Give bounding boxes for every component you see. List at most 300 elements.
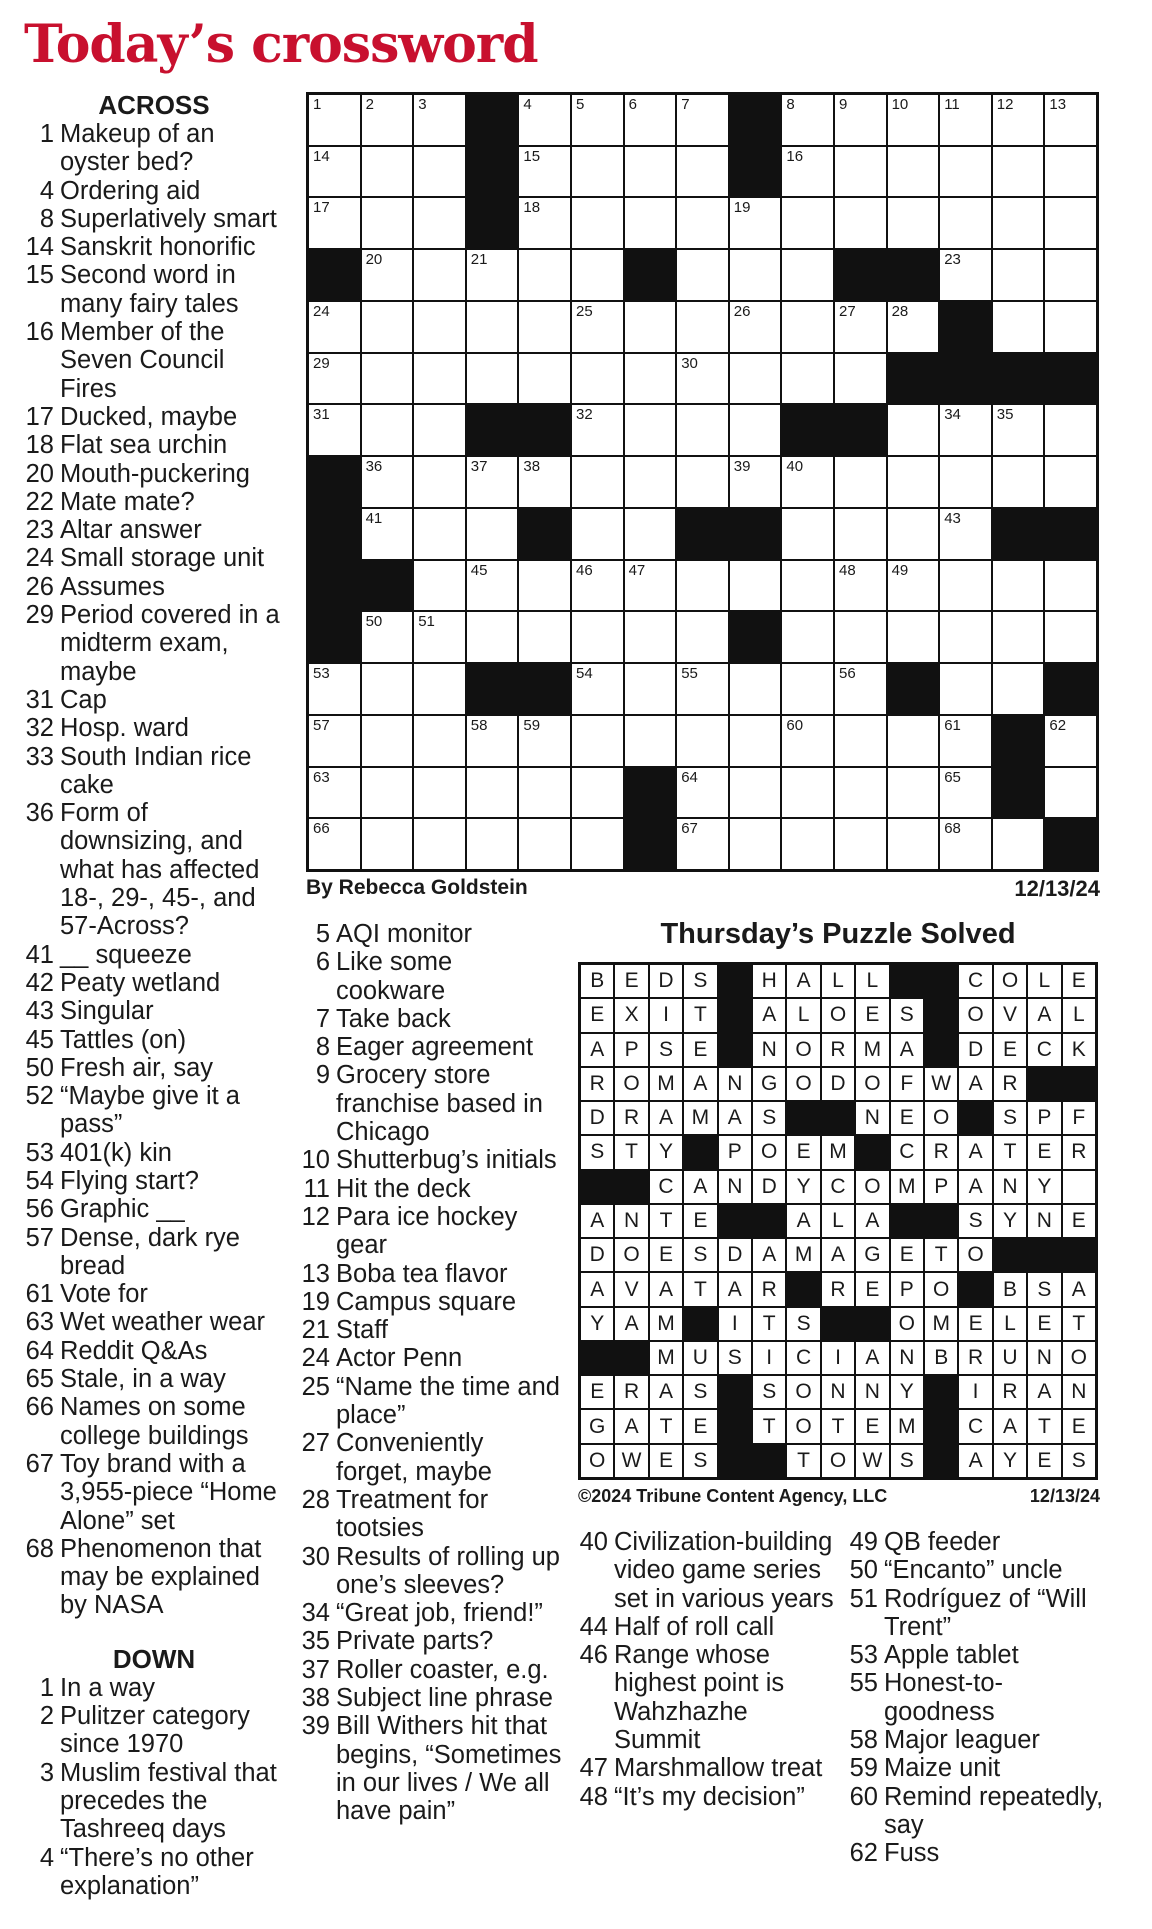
solved-cell: C	[959, 1410, 991, 1442]
clue-text: “Maybe give it a pass”	[60, 1082, 240, 1139]
grid-cell[interactable]	[519, 354, 570, 404]
grid-cell[interactable]	[572, 302, 623, 352]
grid-cell[interactable]	[362, 768, 413, 818]
clue-number: 23	[25, 516, 54, 545]
grid-cell[interactable]	[572, 95, 623, 145]
grid-cell[interactable]	[835, 768, 886, 818]
grid-cell[interactable]	[677, 612, 728, 662]
cell-number: 66	[313, 820, 330, 838]
grid-cell[interactable]	[677, 198, 728, 248]
grid-cell[interactable]	[730, 198, 781, 248]
grid-cell[interactable]	[940, 457, 991, 507]
clue	[578, 1783, 840, 1811]
grid-cell[interactable]	[888, 95, 939, 145]
cell-number: 1	[313, 96, 322, 113]
clue-number: 63	[25, 1308, 54, 1337]
down-clue-list-4	[848, 1528, 1110, 1868]
grid-cell[interactable]	[888, 561, 939, 611]
grid-cell[interactable]	[993, 819, 1044, 869]
solved-cell: Y	[994, 1205, 1026, 1237]
grid-cell[interactable]	[993, 457, 1044, 507]
grid-cell[interactable]	[1045, 612, 1096, 662]
grid-cell[interactable]	[572, 664, 623, 714]
grid-cell[interactable]	[519, 768, 570, 818]
grid-cell[interactable]	[362, 95, 413, 145]
grid-cell[interactable]	[519, 612, 570, 662]
grid-cell[interactable]	[1045, 768, 1096, 818]
grid-cell[interactable]	[782, 509, 833, 559]
grid-cell[interactable]	[572, 612, 623, 662]
clue-number: 1	[39, 1673, 54, 1702]
grid-cell[interactable]	[782, 561, 833, 611]
grid-cell[interactable]	[572, 147, 623, 197]
clue-text: Makeup of an oyster bed?	[60, 120, 215, 177]
grid-cell[interactable]	[1045, 457, 1096, 507]
clue	[24, 1393, 284, 1450]
grid-cell[interactable]	[782, 354, 833, 404]
grid-cell[interactable]	[782, 716, 833, 766]
grid-cell[interactable]	[309, 354, 360, 404]
grid-cell[interactable]	[625, 354, 676, 404]
grid-cell[interactable]	[782, 768, 833, 818]
grid-cell[interactable]	[993, 561, 1044, 611]
clue	[24, 1167, 284, 1195]
grid-cell[interactable]	[414, 95, 465, 145]
grid-cell[interactable]	[940, 664, 991, 714]
clue-text: “It’s my decision”	[614, 1782, 805, 1811]
grid-cell[interactable]	[677, 716, 728, 766]
grid-cell[interactable]	[835, 509, 886, 559]
grid-cell[interactable]	[888, 457, 939, 507]
grid-cell[interactable]	[414, 716, 465, 766]
grid-cell[interactable]	[625, 147, 676, 197]
grid-cell[interactable]	[782, 664, 833, 714]
grid-cell[interactable]	[362, 354, 413, 404]
solved-cell: A	[650, 1102, 682, 1134]
cell-number: 45	[470, 561, 488, 579]
clue-text: “Encanto” uncle	[884, 1556, 1063, 1585]
solved-cell: E	[959, 1308, 991, 1340]
grid-cell[interactable]	[993, 664, 1044, 714]
down-clue-list-1	[24, 1674, 284, 1900]
grid-cell[interactable]	[572, 768, 623, 818]
grid-cell[interactable]	[730, 561, 781, 611]
grid-cell[interactable]	[993, 147, 1044, 197]
solved-cell: H	[753, 965, 785, 997]
grid-cell[interactable]	[414, 561, 465, 611]
grid-cell[interactable]	[835, 819, 886, 869]
grid-cell[interactable]	[467, 561, 518, 611]
black-square	[467, 664, 518, 714]
grid-cell[interactable]	[888, 405, 939, 455]
clue	[848, 1839, 1110, 1867]
black-square	[822, 1308, 854, 1340]
cell-number: 2	[365, 96, 374, 113]
black-square	[835, 405, 886, 455]
grid-cell[interactable]	[782, 147, 833, 197]
clue	[848, 1641, 1110, 1669]
clue-number: 8	[315, 1033, 330, 1062]
grid-cell[interactable]	[362, 457, 413, 507]
black-square	[940, 354, 991, 404]
cell-number: 48	[838, 561, 856, 579]
grid-cell[interactable]	[782, 612, 833, 662]
cell-number: 32	[575, 406, 593, 424]
solved-cell: P	[719, 1136, 751, 1168]
grid-cell[interactable]	[519, 147, 570, 197]
solved-cell: R	[959, 1342, 991, 1374]
grid-cell[interactable]	[414, 354, 465, 404]
grid-cell[interactable]	[940, 768, 991, 818]
grid-cell[interactable]	[940, 147, 991, 197]
grid-cell[interactable]	[940, 509, 991, 559]
grid-cell[interactable]	[940, 405, 991, 455]
grid-cell[interactable]	[730, 405, 781, 455]
clue-text: Apple tablet	[884, 1641, 1019, 1670]
clue-number: 39	[301, 1712, 330, 1741]
clue-text: Small storage unit	[60, 544, 265, 573]
solved-cell: R	[925, 1136, 957, 1168]
grid-cell[interactable]	[677, 302, 728, 352]
black-square	[787, 1273, 819, 1305]
grid-cell[interactable]	[677, 405, 728, 455]
grid-cell[interactable]	[414, 147, 465, 197]
cell-number: 18	[523, 199, 541, 217]
clue-text: Member of the Seven Council Fires	[60, 318, 225, 403]
cell-number: 28	[891, 302, 909, 320]
clue-text: Phenomenon that may be explained by NASA	[60, 1534, 262, 1620]
grid-cell[interactable]	[993, 250, 1044, 300]
grid-cell[interactable]	[835, 457, 886, 507]
grid-cell[interactable]	[993, 302, 1044, 352]
clue-text: 401(k) kin	[60, 1138, 172, 1167]
grid-cell[interactable]	[414, 509, 465, 559]
solved-cell: A	[1028, 1376, 1060, 1408]
grid-cell[interactable]	[519, 457, 570, 507]
grid-cell[interactable]	[414, 664, 465, 714]
clue-number: 37	[301, 1655, 330, 1684]
clue-number: 60	[849, 1782, 878, 1811]
byline: By Rebecca Goldstein	[306, 876, 528, 899]
clue	[578, 1754, 840, 1782]
grid-cell[interactable]	[572, 354, 623, 404]
solved-cell: V	[615, 1273, 647, 1305]
grid-cell[interactable]	[677, 457, 728, 507]
grid-cell[interactable]	[467, 819, 518, 869]
grid-cell[interactable]	[730, 716, 781, 766]
grid-cell[interactable]	[940, 561, 991, 611]
grid-cell[interactable]	[467, 612, 518, 662]
grid-cell[interactable]	[835, 612, 886, 662]
clue	[300, 920, 562, 948]
grid-cell[interactable]	[414, 768, 465, 818]
solved-cell: A	[959, 1068, 991, 1100]
grid-cell[interactable]	[677, 768, 728, 818]
cell-number: 40	[786, 458, 804, 476]
grid-cell[interactable]	[677, 561, 728, 611]
black-square	[787, 1102, 819, 1134]
grid-cell[interactable]	[309, 405, 360, 455]
grid-cell[interactable]	[362, 509, 413, 559]
grid-cell[interactable]	[993, 198, 1044, 248]
grid-cell[interactable]	[625, 95, 676, 145]
grid-cell[interactable]	[467, 250, 518, 300]
grid-cell[interactable]	[362, 819, 413, 869]
grid-cell[interactable]	[572, 819, 623, 869]
clue-number: 38	[301, 1684, 330, 1713]
grid-cell[interactable]	[730, 354, 781, 404]
grid-cell[interactable]	[940, 198, 991, 248]
grid-cell[interactable]	[888, 509, 939, 559]
puzzle-date: 12/13/24	[1014, 876, 1100, 901]
grid-cell[interactable]	[309, 147, 360, 197]
solved-cell: R	[994, 1376, 1026, 1408]
grid-cell[interactable]	[519, 819, 570, 869]
solved-cell: M	[891, 1410, 923, 1442]
solved-cell: R	[1063, 1136, 1095, 1168]
grid-cell[interactable]	[519, 95, 570, 145]
grid-cell[interactable]	[730, 819, 781, 869]
clue-text: Para ice hockey gear	[336, 1202, 518, 1260]
grid-cell[interactable]	[625, 302, 676, 352]
grid-cell[interactable]	[782, 198, 833, 248]
grid-cell[interactable]	[467, 509, 518, 559]
clue	[24, 1054, 284, 1082]
grid-cell[interactable]	[835, 147, 886, 197]
grid-cell[interactable]	[309, 664, 360, 714]
clue	[300, 1712, 562, 1825]
grid-cell[interactable]	[730, 664, 781, 714]
grid-cell[interactable]	[940, 819, 991, 869]
grid-cell[interactable]	[414, 457, 465, 507]
grid-cell[interactable]	[940, 716, 991, 766]
grid-cell[interactable]	[888, 198, 939, 248]
grid-cell[interactable]	[572, 457, 623, 507]
grid-cell[interactable]	[625, 405, 676, 455]
grid-cell[interactable]	[572, 198, 623, 248]
clue-number: 30	[301, 1542, 330, 1571]
cell-number: 30	[681, 354, 698, 372]
cell-number: 29	[313, 354, 330, 372]
grid-cell[interactable]	[309, 95, 360, 145]
grid-cell[interactable]	[519, 198, 570, 248]
grid-cell[interactable]	[835, 561, 886, 611]
grid-cell[interactable]	[730, 302, 781, 352]
grid-cell[interactable]	[1045, 198, 1096, 248]
grid-cell[interactable]	[677, 664, 728, 714]
grid-cell[interactable]	[888, 612, 939, 662]
grid-cell[interactable]	[1045, 405, 1096, 455]
grid-cell[interactable]	[414, 302, 465, 352]
solved-cell: N	[1028, 1342, 1060, 1374]
clue-text: Hosp. ward	[60, 714, 189, 743]
grid-cell[interactable]	[1045, 561, 1096, 611]
grid-cell[interactable]	[362, 302, 413, 352]
grid-cell[interactable]	[572, 716, 623, 766]
grid-cell[interactable]	[519, 561, 570, 611]
solved-cell: A	[787, 965, 819, 997]
clue-number: 45	[25, 1025, 54, 1054]
clue-number: 28	[301, 1485, 330, 1514]
clue	[24, 601, 284, 686]
grid-cell[interactable]	[467, 302, 518, 352]
solved-cell: E	[1063, 1205, 1095, 1237]
grid-cell[interactable]	[625, 509, 676, 559]
clue	[300, 1627, 562, 1655]
clue-text: Rodríguez of “Will Trent”	[884, 1584, 1087, 1641]
grid-cell[interactable]	[309, 819, 360, 869]
black-square	[856, 1308, 888, 1340]
grid-cell[interactable]	[835, 354, 886, 404]
grid-cell[interactable]	[782, 95, 833, 145]
grid-cell[interactable]	[677, 250, 728, 300]
solved-cell: S	[581, 1136, 613, 1168]
grid-cell[interactable]	[888, 819, 939, 869]
clue	[300, 1146, 562, 1174]
grid-cell[interactable]	[888, 302, 939, 352]
grid-cell[interactable]	[309, 768, 360, 818]
grid-cell[interactable]	[519, 716, 570, 766]
grid-cell[interactable]	[572, 250, 623, 300]
grid-cell[interactable]	[309, 716, 360, 766]
grid-cell[interactable]	[835, 664, 886, 714]
clue-number: 58	[849, 1726, 878, 1755]
solved-cell: O	[959, 999, 991, 1031]
grid-cell[interactable]	[677, 147, 728, 197]
grid-cell[interactable]	[519, 302, 570, 352]
grid-cell[interactable]	[467, 768, 518, 818]
clue	[24, 743, 284, 800]
grid-cell[interactable]	[625, 664, 676, 714]
solved-puzzle-grid	[578, 962, 1098, 1480]
grid-cell[interactable]	[782, 302, 833, 352]
solved-cell: N	[994, 1171, 1026, 1203]
grid-cell[interactable]	[888, 716, 939, 766]
grid-cell[interactable]	[362, 716, 413, 766]
solved-cell: O	[994, 965, 1026, 997]
grid-cell[interactable]	[362, 147, 413, 197]
grid-cell[interactable]	[677, 354, 728, 404]
solved-cell: D	[650, 965, 682, 997]
grid-cell[interactable]	[414, 198, 465, 248]
grid-cell[interactable]	[414, 819, 465, 869]
clue-number: 43	[25, 997, 54, 1026]
grid-cell[interactable]	[625, 716, 676, 766]
down-column-4	[848, 1528, 1110, 1868]
grid-cell[interactable]	[993, 612, 1044, 662]
grid-cell[interactable]	[519, 250, 570, 300]
solved-cell: O	[959, 1239, 991, 1271]
grid-cell[interactable]	[1045, 147, 1096, 197]
cell-number: 6	[628, 96, 637, 113]
solved-cell: T	[1063, 1308, 1095, 1340]
solved-cell: A	[581, 1205, 613, 1237]
black-square	[719, 1376, 751, 1408]
grid-cell[interactable]	[625, 457, 676, 507]
clue-text: Like some cookware	[336, 948, 453, 1005]
grid-cell[interactable]	[835, 716, 886, 766]
grid-cell[interactable]	[572, 561, 623, 611]
solved-cell: O	[856, 1068, 888, 1100]
grid-cell[interactable]	[888, 768, 939, 818]
grid-cell[interactable]	[625, 198, 676, 248]
grid-cell[interactable]	[1045, 95, 1096, 145]
solved-cell: E	[650, 1239, 682, 1271]
grid-cell[interactable]	[414, 405, 465, 455]
grid-cell[interactable]	[940, 250, 991, 300]
grid-cell[interactable]	[782, 457, 833, 507]
clue-number: 35	[301, 1627, 330, 1656]
cell-number: 63	[313, 768, 330, 786]
clue-number: 53	[25, 1138, 54, 1167]
solved-cell: W	[856, 1445, 888, 1477]
clue	[24, 1195, 284, 1223]
grid-cell[interactable]	[362, 664, 413, 714]
grid-cell[interactable]	[835, 95, 886, 145]
grid-cell[interactable]	[414, 250, 465, 300]
grid-cell[interactable]	[625, 612, 676, 662]
grid-cell[interactable]	[677, 819, 728, 869]
grid-cell[interactable]	[1045, 250, 1096, 300]
clue	[578, 1641, 840, 1754]
clue-number: 31	[25, 685, 54, 714]
grid-cell[interactable]	[572, 405, 623, 455]
clue-number: 47	[579, 1754, 608, 1783]
black-square	[888, 250, 939, 300]
grid-cell[interactable]	[940, 95, 991, 145]
clue	[24, 714, 284, 742]
grid-cell[interactable]	[940, 612, 991, 662]
grid-cell[interactable]	[309, 302, 360, 352]
grid-cell[interactable]	[362, 250, 413, 300]
clue-text: Dense, dark rye bread	[60, 1223, 240, 1280]
grid-cell[interactable]	[572, 509, 623, 559]
black-square	[677, 509, 728, 559]
grid-cell[interactable]	[835, 302, 886, 352]
grid-cell[interactable]	[467, 354, 518, 404]
clue-number: 67	[25, 1449, 54, 1478]
grid-cell[interactable]	[1045, 302, 1096, 352]
grid-cell[interactable]	[730, 457, 781, 507]
grid-cell[interactable]	[362, 405, 413, 455]
clue-number: 24	[301, 1344, 330, 1373]
grid-cell[interactable]	[362, 612, 413, 662]
grid-cell[interactable]	[467, 457, 518, 507]
grid-cell[interactable]	[730, 768, 781, 818]
cell-number: 9	[838, 96, 848, 113]
grid-cell[interactable]	[782, 250, 833, 300]
grid-cell[interactable]	[414, 612, 465, 662]
grid-cell[interactable]	[677, 95, 728, 145]
grid-cell[interactable]	[835, 198, 886, 248]
grid-cell[interactable]	[467, 716, 518, 766]
grid-cell[interactable]	[993, 405, 1044, 455]
clue-number: 50	[25, 1053, 54, 1082]
black-square	[925, 1376, 957, 1408]
grid-cell[interactable]	[730, 250, 781, 300]
clue-number: 14	[25, 233, 54, 262]
grid-cell[interactable]	[625, 561, 676, 611]
grid-cell[interactable]	[309, 198, 360, 248]
cell-number: 65	[944, 768, 961, 786]
clue-number: 59	[849, 1754, 878, 1783]
grid-cell[interactable]	[362, 198, 413, 248]
cell-number: 56	[838, 665, 856, 683]
grid-cell[interactable]	[993, 95, 1044, 145]
grid-cell[interactable]	[888, 147, 939, 197]
grid-cell[interactable]	[782, 819, 833, 869]
grid-cell[interactable]	[1045, 716, 1096, 766]
